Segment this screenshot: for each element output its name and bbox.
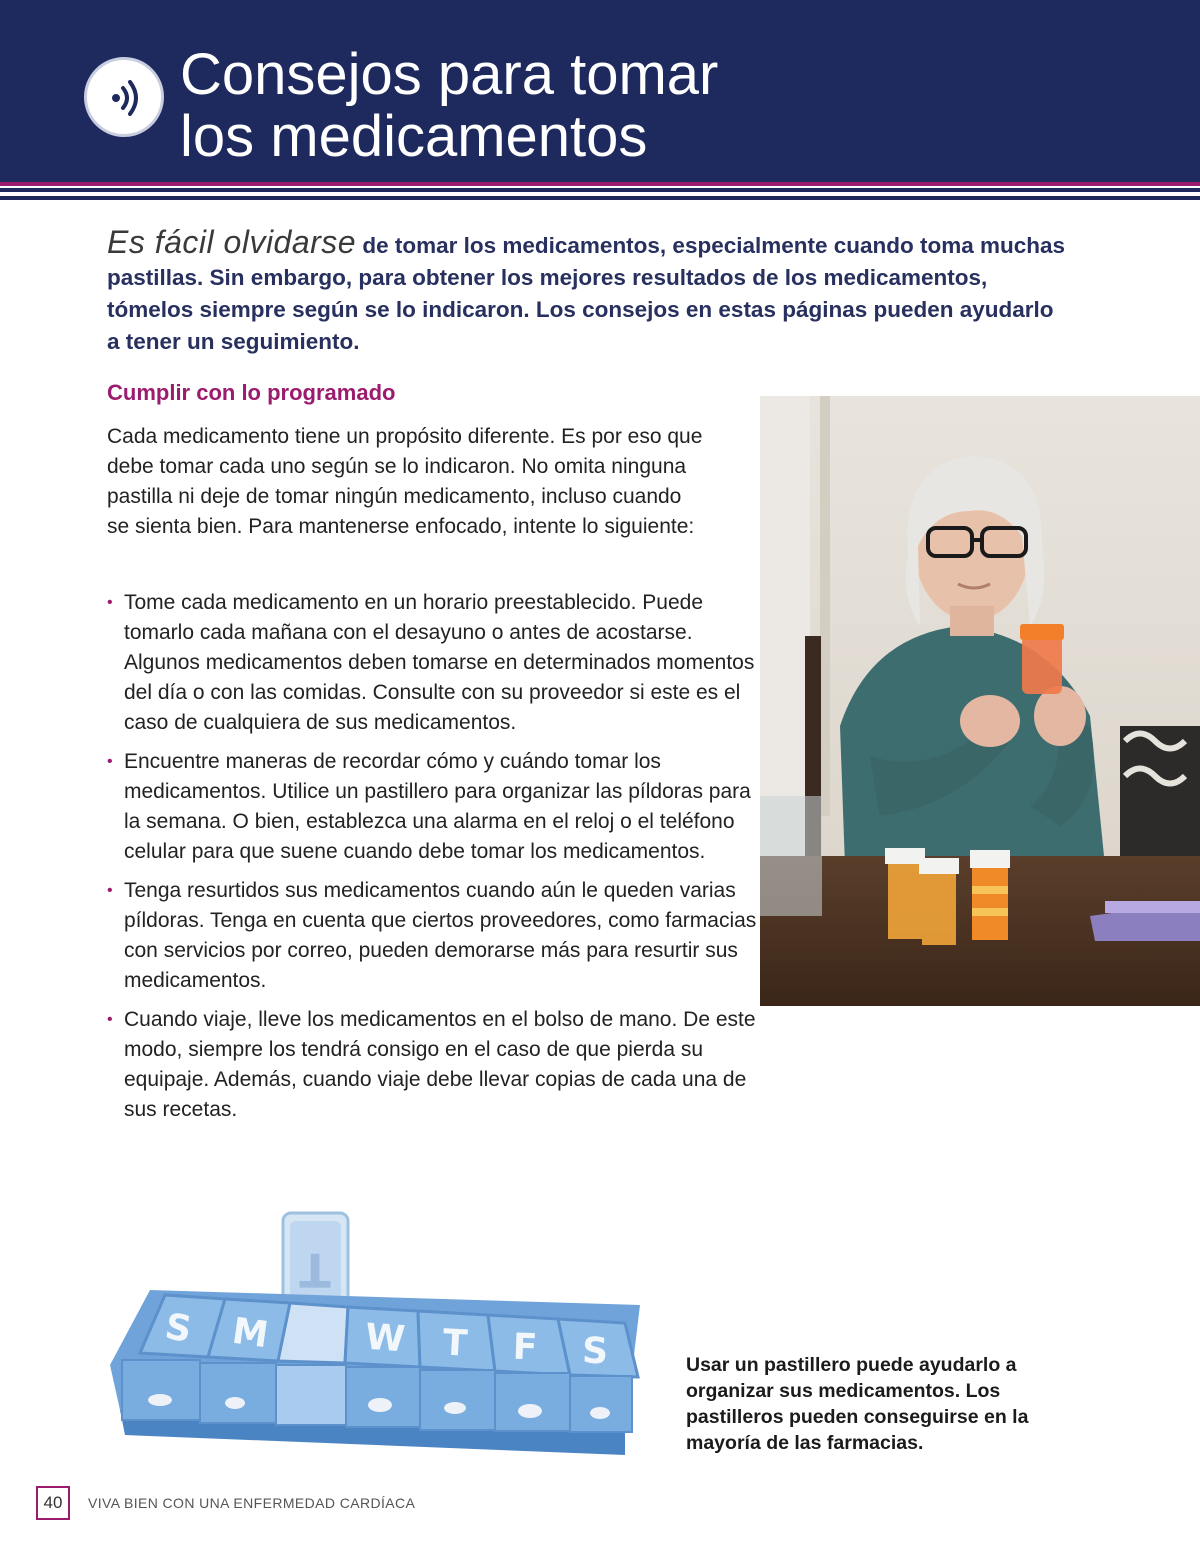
day-letter: F [512,1326,539,1369]
list-item-text: Tenga resurtidos sus medicamentos cuando aún le queden varias píldoras. Tenga en cuenta que ciertos proveedores, como farmacias con servicios por correo, pueden demorarse más para resurtir sus medicamentos. [124,879,757,992]
list-item [107,747,762,867]
list-item [107,876,762,996]
intro-lead: Es fácil olvidarse [107,224,357,260]
bullet-icon: • [107,1011,113,1028]
organizer-caption: Usar un pastillero puede ayudarlo a organizar sus medicamentos. Los pastilleros pueden conseguirse en la mayoría de las farmacias. [686,1354,1029,1454]
page-number: 40 [36,1486,70,1520]
tips-list [107,588,762,1134]
pill-organizer-image [100,1195,660,1470]
day-letter: S [161,1306,195,1351]
running-footer: VIVA BIEN CON UNA ENFERMEDAD CARDÍACA [88,1495,416,1511]
list-item-text: Tome cada medicamento en un horario preestablecido. Puede tomarlo cada mañana con el desayuno o antes de acostarse. Algunos medicamentos deben tomarse en determinados momentos del día o con las comidas. Consulte con su proveedor si este es el caso de cualquiera de sus medicamentos. [124,591,755,734]
lid-letter: T [299,1243,331,1297]
audio-icon[interactable] [84,57,164,137]
header-rule-magenta [0,182,1200,186]
page-title-line-1: Consejos para tomar [180,42,719,107]
day-letter: T [441,1322,469,1365]
section-paragraph: Cada medicamento tiene un propósito diferente. Es por eso que debe tomar cada uno según se lo indicaron. No omita ninguna pastilla ni deje de tomar ningún medicamento, incluso cuando se sienta bien. Para mantenerse enfocado, intente lo siguiente: [107,425,703,538]
bullet-icon: • [107,594,113,611]
list-item-text: Encuentre maneras de recordar cómo y cuándo tomar los medicamentos. Utilice un pastillero para organizar las píldoras para la semana. O bien, establezca una alarma en el reloj o el teléfono celular para que suene cuando debe tomar los medicamentos. [124,750,751,863]
list-item [107,588,762,738]
day-letter: W [363,1316,407,1361]
list-item [107,1005,762,1125]
list-item-text: Cuando viaje, lleve los medicamentos en el bolso de mano. De este modo, siempre los tendrá consigo en el caso de que pierda su equipaje. Además, cuando viaje debe llevar copias de cada una de sus recetas. [124,1008,756,1121]
bullet-icon: • [107,882,113,899]
header-rule-navy-2 [0,196,1200,200]
organizer-open-lid [283,1213,348,1308]
woman-with-medication-photo [760,396,1200,1006]
day-letter: M [229,1310,271,1357]
intro-text: de tomar los medicamentos, especialmente cuando toma muchas pastillas. Sin embargo, para obtener los mejores resultados de los medicamentos, tómelos siempre según se lo indicaron. Los consejos en estas páginas pueden ayudarlo a tener un seguimiento. [107,233,1066,354]
intro-paragraph [107,226,1067,358]
section-heading: Cumplir con lo programado [107,380,396,405]
bullet-icon: • [107,753,113,770]
header-rule-navy [0,188,1200,192]
page-title [180,44,1080,168]
page-title-line-2: los medicamentos [180,104,648,169]
day-letter: S [581,1330,609,1373]
